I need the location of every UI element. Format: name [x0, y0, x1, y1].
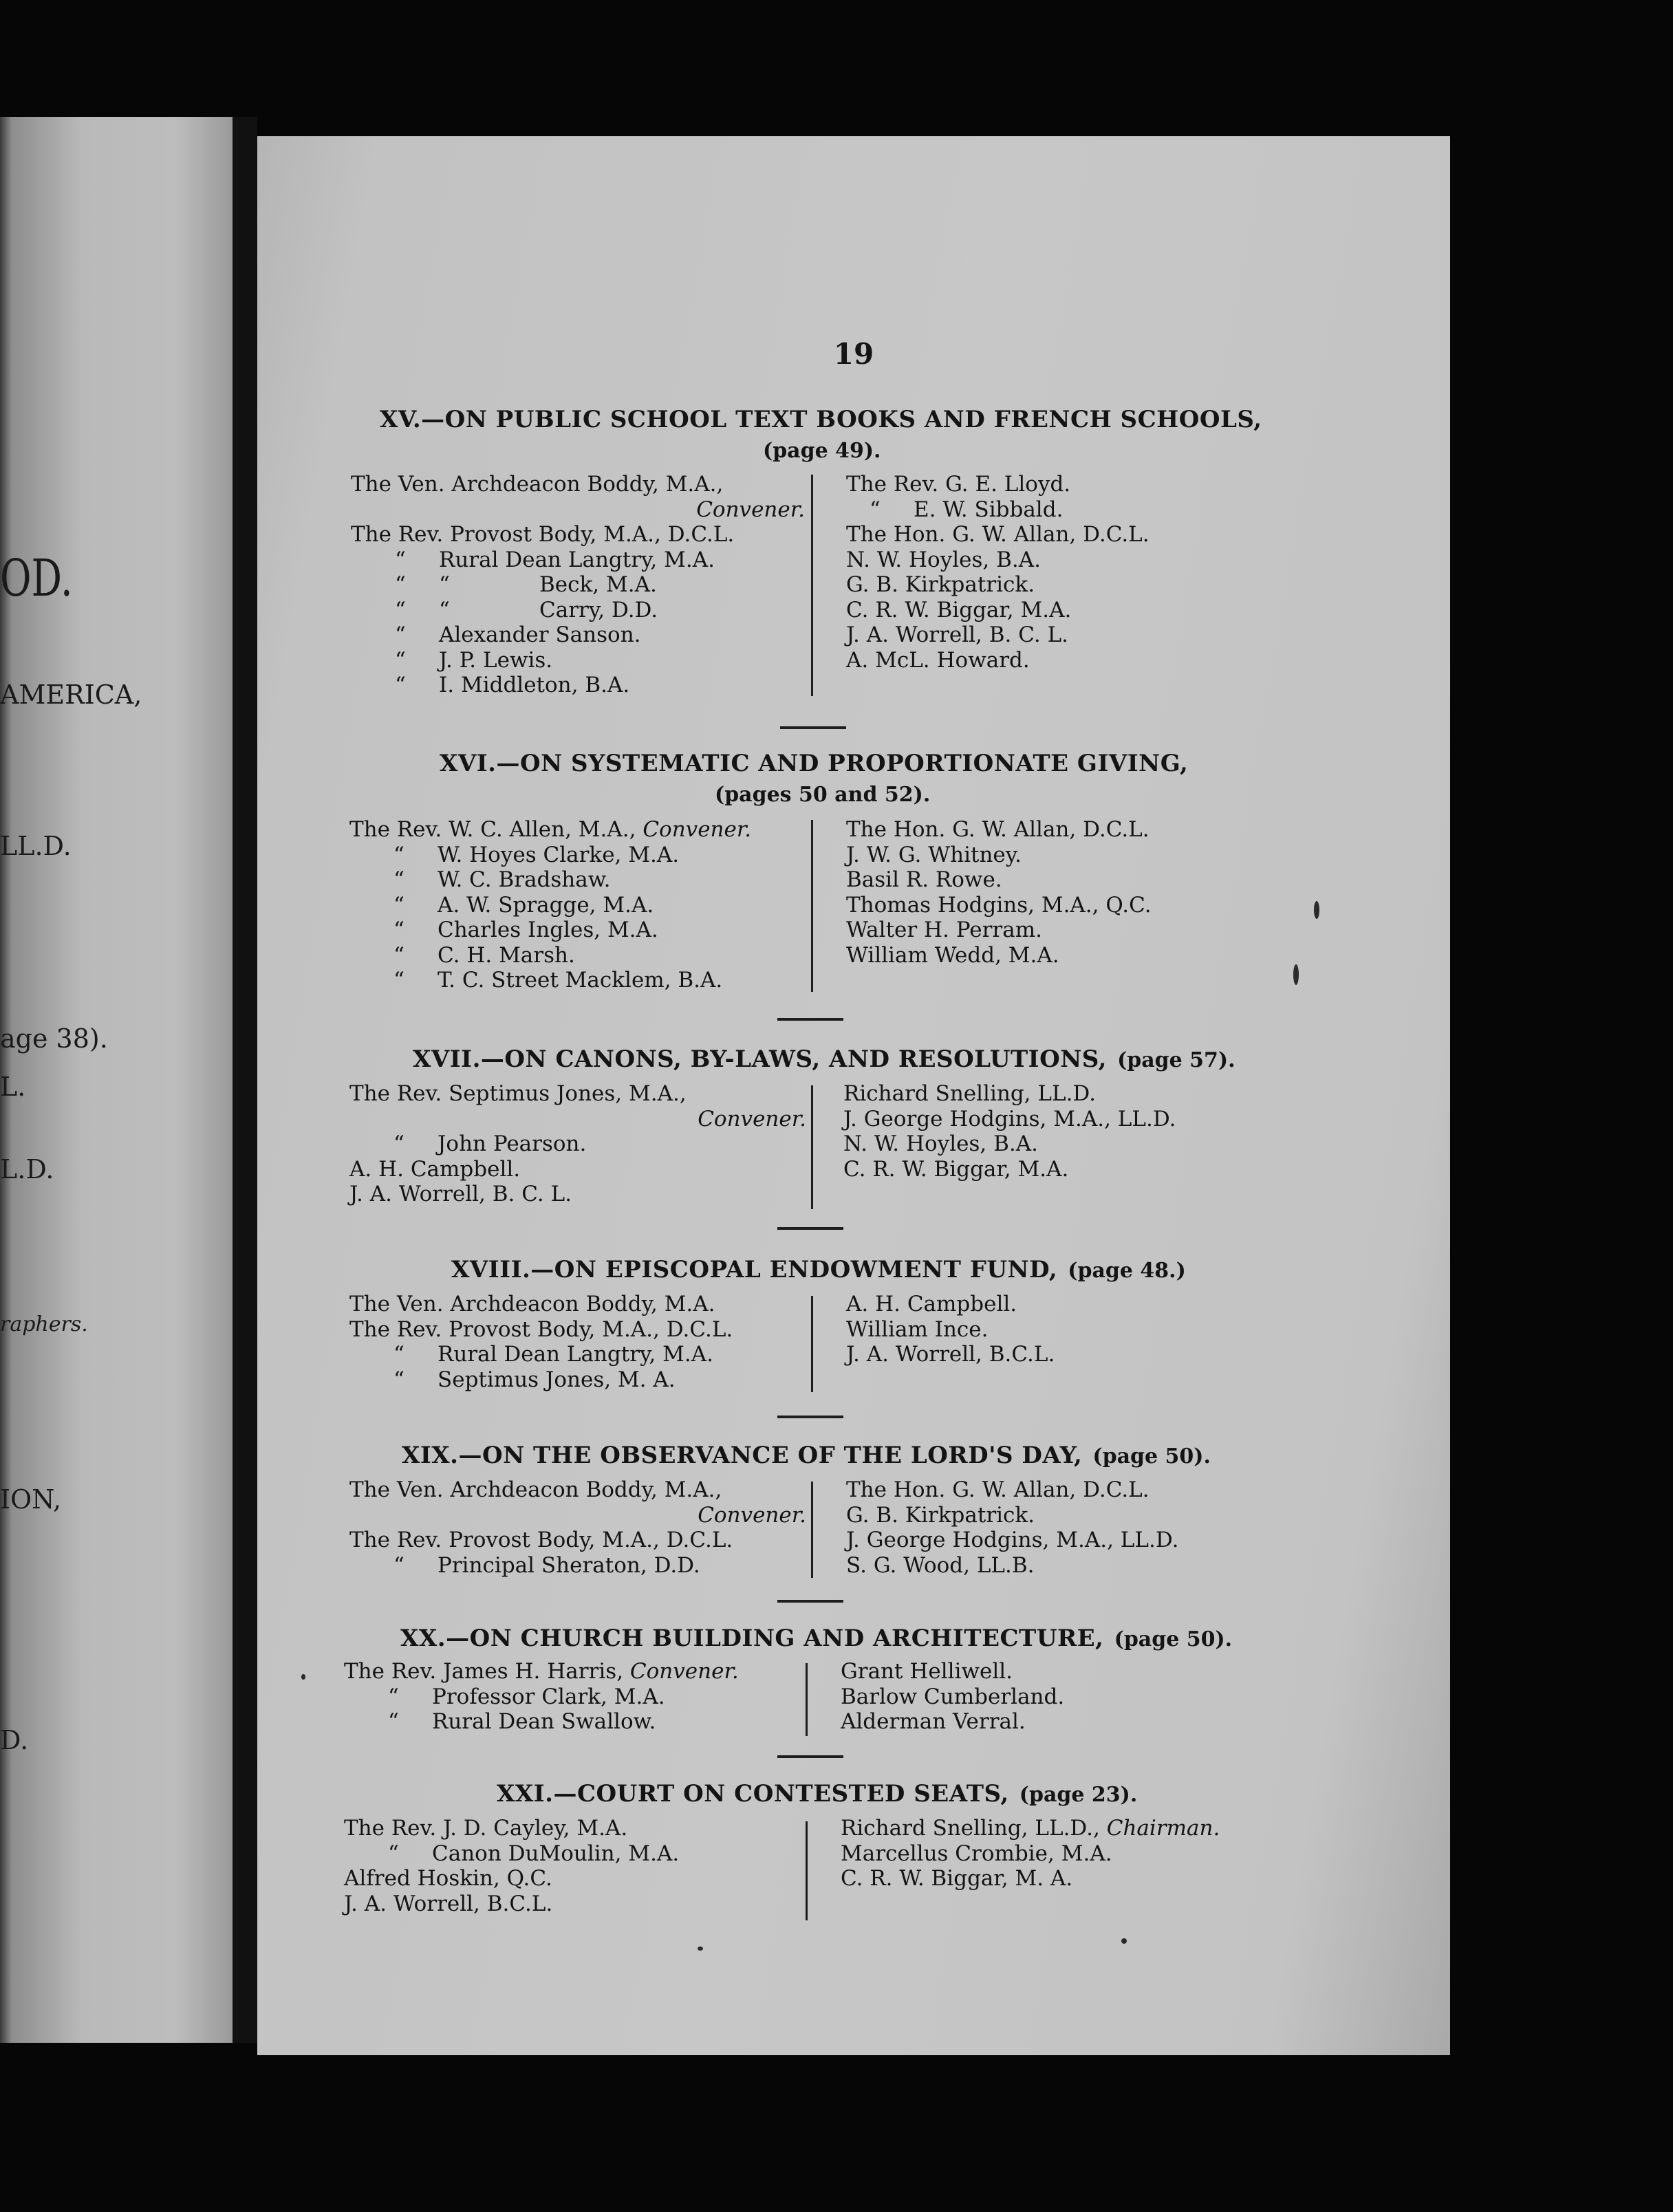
member-name: Walter H. Perram. [846, 918, 1042, 942]
column-divider [806, 1663, 808, 1736]
column-divider [806, 1821, 808, 1920]
section-xvi-heading: XVI.—ON SYSTEMATIC AND PROPORTIONATE GIVING, [440, 750, 1189, 777]
ditto-mark: “ [393, 942, 404, 968]
section-xv-left-column [351, 472, 805, 698]
member-name: John Pearson. [438, 1131, 587, 1156]
section-xix-heading: XIX.—ON THE OBSERVANCE OF THE LORD'S DAY, [402, 1442, 1083, 1469]
ditto-mark: “ [393, 918, 404, 942]
member-name: Rural Dean Langtry, M.A. [439, 547, 715, 572]
ditto-mark: “ [870, 497, 881, 522]
section-xvii-right-column [843, 1081, 1176, 1182]
member-name: The Rev. Provost Body, M.A., D.C.L. [349, 1316, 733, 1342]
member-name: Beck, M.A. [539, 572, 657, 597]
convener-label: Convener. [696, 497, 805, 522]
section-divider [777, 1755, 843, 1758]
member-name: The Ven. Archdeacon Boddy, M.A., [349, 1477, 722, 1502]
member-name: A. H. Campbell. [349, 1156, 521, 1182]
member-name: The Ven. Archdeacon Boddy, M.A., [351, 472, 724, 497]
ditto-mark: “ [393, 1367, 404, 1392]
section-xx-right-column [841, 1659, 1064, 1735]
member-name: The Hon. G. W. Allan, D.C.L. [846, 1477, 1149, 1502]
member-name: E. W. Sibbald. [914, 497, 1064, 522]
left-fragment-d: D. [0, 1725, 29, 1755]
ink-speck [1121, 1938, 1127, 1944]
ditto-mark: “ [388, 1709, 399, 1734]
section-xix-right-column [846, 1477, 1178, 1578]
section-xviii-heading-row [451, 1256, 1186, 1283]
member-name: A. McL. Howard. [846, 647, 1030, 673]
section-xix-page-ref: (page 50). [1092, 1444, 1211, 1468]
member-name: Marcellus Crombie, M.A. [841, 1841, 1112, 1866]
member-name: Septimus Jones, M. A. [438, 1367, 676, 1392]
column-divider [811, 820, 813, 992]
member-name: The Rev. G. E. Lloyd. [846, 472, 1071, 497]
section-xvi-left-column [349, 817, 751, 993]
member-name: Alfred Hoskin, Q.C. [344, 1866, 552, 1891]
ditto-mark: “ [393, 892, 404, 918]
member-name: Canon DuMoulin, M.A. [432, 1841, 680, 1866]
member-name: C. H. Marsh. [438, 942, 575, 968]
member-name: Alderman Verral. [841, 1709, 1026, 1734]
member-name: G. B. Kirkpatrick. [846, 572, 1035, 597]
left-fragment-od: OD. [0, 549, 73, 608]
left-fragment-ion: ION, [0, 1484, 62, 1515]
section-xvii-page-ref: (page 57). [1117, 1048, 1235, 1072]
role-label: Convener. [643, 817, 752, 842]
member-name: A. H. Campbell. [846, 1292, 1017, 1316]
column-divider [811, 1296, 813, 1392]
member-name: The Rev. W. C. Allen, M.A., Convener. [349, 817, 752, 842]
member-name: Grant Helliwell. [841, 1659, 1013, 1684]
section-divider [777, 1018, 843, 1021]
role-label: Chairman. [1106, 1816, 1220, 1841]
member-name: Thomas Hodgins, M.A., Q.C. [846, 892, 1152, 918]
member-name: N. W. Hoyles, B.A. [843, 1131, 1038, 1156]
member-name: W. C. Bradshaw. [438, 867, 611, 892]
member-name: The Ven. Archdeacon Boddy, M.A. [349, 1292, 715, 1316]
section-xvi-right-column [846, 817, 1152, 968]
left-fragment-raphers: raphers. [0, 1312, 88, 1336]
member-name: G. B. Kirkpatrick. [846, 1502, 1035, 1528]
previous-page-fragment [0, 117, 233, 2043]
member-name: N. W. Hoyles, B.A. [846, 547, 1041, 572]
member-name: J. A. Worrell, B.C.L. [344, 1891, 553, 1916]
member-name: Charles Ingles, M.A. [438, 918, 658, 942]
section-xvii-left-column [349, 1081, 806, 1207]
member-name: J. George Hodgins, M.A., LL.D. [843, 1106, 1176, 1131]
ditto-mark: “ [388, 1841, 399, 1866]
member-name: Basil R. Rowe. [846, 867, 1002, 892]
member-name: W. Hoyes Clarke, M.A. [438, 842, 680, 867]
ink-speck [1293, 964, 1299, 985]
section-xx-page-ref: (page 50). [1114, 1627, 1233, 1651]
member-name: J. A. Worrell, B. C. L. [349, 1182, 572, 1206]
section-xxi-heading-row [497, 1780, 1137, 1808]
ink-speck [301, 1674, 305, 1680]
section-xvii-heading: XVII.—ON CANONS, BY-LAWS, AND RESOLUTIONS, [413, 1045, 1107, 1073]
ink-speck [1314, 901, 1319, 919]
section-divider [777, 1227, 843, 1230]
member-name: Rural Dean Swallow. [432, 1709, 656, 1734]
section-divider [780, 726, 846, 729]
member-name: Alexander Sanson. [439, 622, 641, 647]
section-xvi-page-ref: (pages 50 and 52). [715, 783, 931, 807]
section-xxi-heading: XXI.—COURT ON CONTESTED SEATS, [497, 1780, 1009, 1808]
member-name: J. George Hodgins, M.A., LL.D. [846, 1528, 1179, 1552]
member-name: J. P. Lewis. [439, 647, 553, 673]
section-xix-left-column [349, 1477, 806, 1578]
member-name: J. W. G. Whitney. [846, 842, 1022, 867]
section-xviii-heading: XVIII.—ON EPISCOPAL ENDOWMENT FUND, [451, 1256, 1058, 1283]
section-xxi-left-column [344, 1816, 679, 1916]
column-divider [811, 1085, 813, 1209]
left-fragment-america: AMERICA, [0, 680, 142, 710]
ditto-mark: “ [393, 1552, 404, 1578]
member-name: The Rev. Provost Body, M.A., D.C.L. [349, 1528, 733, 1552]
column-divider [811, 475, 813, 696]
ink-speck [698, 1947, 703, 1951]
left-fragment-ld: L.D. [0, 1154, 54, 1184]
member-name: The Rev. Provost Body, M.A., D.C.L. [351, 522, 735, 547]
member-name: T. C. Street Macklem, B.A. [438, 968, 723, 993]
member-name: J. A. Worrell, B. C. L. [846, 622, 1069, 647]
section-xv-page-ref: (page 49). [763, 439, 881, 463]
section-xx-left-column [344, 1659, 739, 1735]
book-gutter [233, 117, 257, 2043]
ditto-mark: “ [388, 1684, 399, 1709]
member-name: S. G. Wood, LL.B. [846, 1552, 1035, 1578]
ditto-mark: “ [395, 572, 406, 597]
section-xxi-right-column [841, 1816, 1220, 1891]
member-name: Richard Snelling, LL.D., Chairman. [841, 1816, 1220, 1841]
ditto-mark: “ [395, 673, 406, 697]
section-xviii-left-column [349, 1292, 733, 1392]
section-xv-right-column [846, 472, 1149, 673]
ditto-mark: “ [393, 968, 404, 993]
left-fragment-lld: LL.D. [0, 831, 72, 861]
member-name: William Ince. [846, 1316, 989, 1342]
member-name: The Rev. James H. Harris, Convener. [344, 1659, 739, 1684]
ditto-mark: “ [395, 647, 406, 673]
section-xviii-page-ref: (page 48.) [1068, 1259, 1186, 1283]
ditto-mark: “ [439, 572, 450, 597]
member-name: Richard Snelling, LL.D. [843, 1081, 1097, 1106]
member-name: The Rev. J. D. Cayley, M.A. [344, 1816, 628, 1841]
ditto-mark: “ [393, 842, 404, 867]
column-divider [811, 1482, 813, 1578]
member-name: Professor Clark, M.A. [432, 1684, 665, 1709]
section-xviii-right-column [846, 1292, 1055, 1367]
member-name: The Hon. G. W. Allan, D.C.L. [846, 817, 1149, 842]
member-name: Carry, D.D. [539, 597, 658, 622]
left-fragment-l: L. [0, 1072, 26, 1102]
member-name: J. A. Worrell, B.C.L. [846, 1342, 1055, 1367]
left-fragment-page38: age 38). [0, 1023, 108, 1054]
member-name: Barlow Cumberland. [841, 1684, 1065, 1709]
section-xxi-page-ref: (page 23). [1019, 1783, 1138, 1807]
role-label: Convener. [629, 1659, 739, 1684]
section-xx-heading-row [400, 1625, 1232, 1652]
member-name: Principal Sheraton, D.D. [438, 1552, 700, 1578]
section-xvii-heading-row [413, 1045, 1235, 1073]
member-name: The Hon. G. W. Allan, D.C.L. [846, 522, 1149, 547]
section-divider [777, 1600, 843, 1603]
ditto-mark: “ [395, 597, 406, 622]
section-xx-heading: XX.—ON CHURCH BUILDING AND ARCHITECTURE, [400, 1625, 1104, 1652]
ditto-mark: “ [439, 597, 450, 622]
ditto-mark: “ [395, 622, 406, 647]
member-name: Rural Dean Langtry, M.A. [438, 1342, 713, 1367]
member-name: The Rev. Septimus Jones, M.A., [349, 1081, 687, 1106]
member-name: C. R. W. Biggar, M. A. [841, 1866, 1073, 1891]
convener-label: Convener. [698, 1502, 806, 1528]
page-number: 19 [833, 337, 874, 371]
ditto-mark: “ [393, 1342, 404, 1367]
page [257, 136, 1450, 2055]
member-name: I. Middleton, B.A. [439, 673, 630, 697]
ditto-mark: “ [393, 867, 404, 892]
member-name: A. W. Spragge, M.A. [438, 892, 654, 918]
convener-label: Convener. [698, 1106, 806, 1131]
member-name: C. R. W. Biggar, M.A. [846, 597, 1072, 622]
section-xv-heading: XV.—ON PUBLIC SCHOOL TEXT BOOKS AND FRENCH SCHOOLS, [380, 406, 1262, 433]
section-xix-heading-row [402, 1442, 1211, 1469]
ditto-mark: “ [393, 1131, 404, 1156]
member-name: William Wedd, M.A. [846, 942, 1059, 968]
ditto-mark: “ [395, 547, 406, 572]
section-divider [777, 1416, 843, 1418]
member-name: C. R. W. Biggar, M.A. [843, 1156, 1069, 1182]
